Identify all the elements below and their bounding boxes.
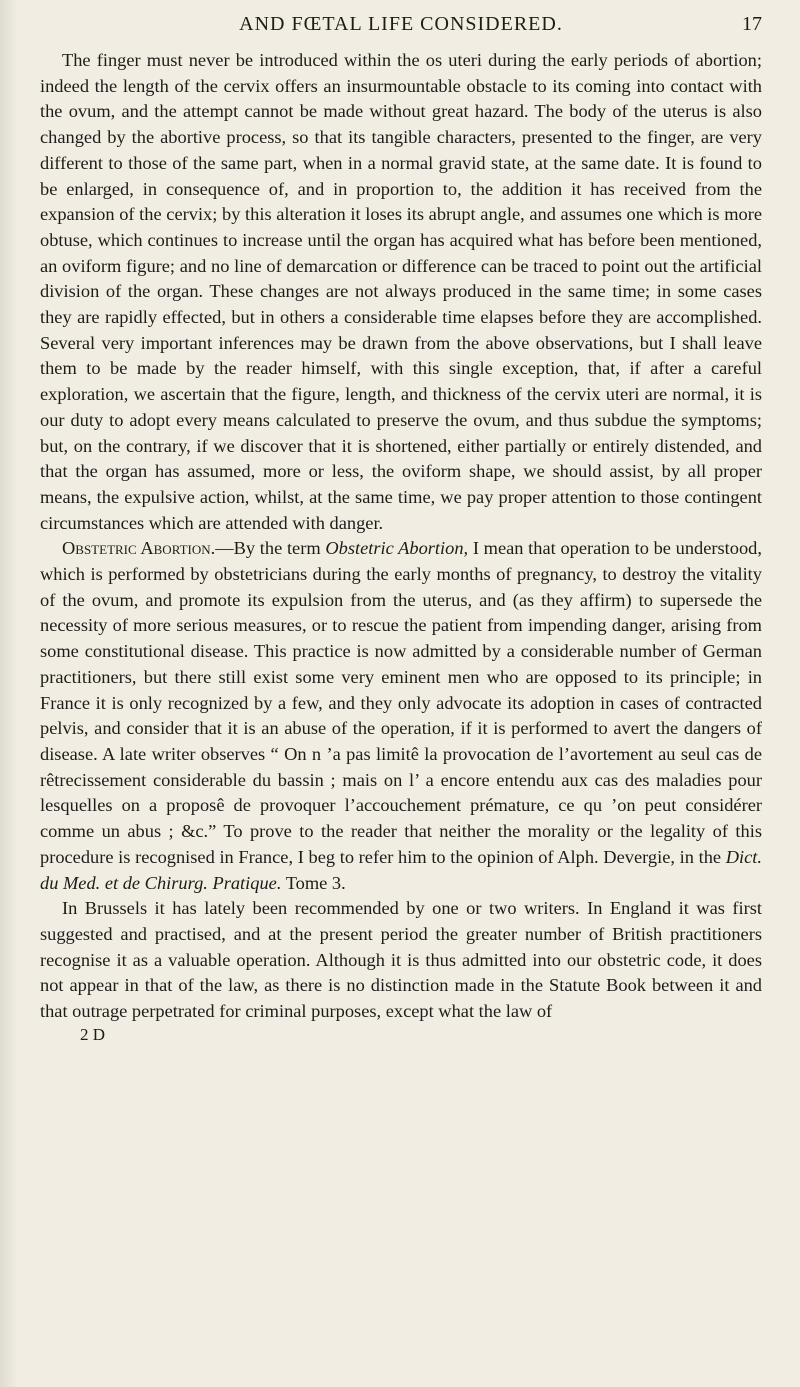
paragraph-3-text: In Brussels it has lately been recommended by one or two writers. In England it was first suggested and practised, and at the present period the greater number of British practitioners recognise it as a valuable operation. Although it is thus admitted into our obstetric code, it does not appear in that of the law, as there is no distinction made in the Statute Book between it and that outrage perpetrated for criminal purposes, except what the law of xyxy=(40,898,762,1022)
paragraph-3 xyxy=(40,896,762,1025)
section-heading-obstetric-abortion: Obstetric Abortion. xyxy=(62,538,216,559)
signature-mark xyxy=(40,1025,762,1045)
paragraph-2-text-a: —By the term xyxy=(215,538,326,559)
signature-mark-text: 2 D xyxy=(80,1024,106,1044)
paragraph-1 xyxy=(40,48,762,536)
paragraph-2-text-b: I mean that operation to be understood, which is performed by obstetricians during the early months of pregnancy, to destroy the vitality of the ovum, and promote its expulsion from the uterus, and (as they affirm) to supersede the necessity of more serious measures, or to rescue the patient from impending danger, arising from some constitutional disease. This practice is now admitted by a considerable number of German practitioners, but there still exist some very eminent men who are opposed to its principle; in France it is only recognized by a few, and they only advocate its adoption in cases of contracted pelvis, and consider that it is an abuse of the operation, if it is performed to avert the dangers of disease. A late writer observes “ On n ’a pas limitê la provocation de l’avortement au seul cas de rêtrecissement considerable du bassin ; mais on l’ a encore entendu aux cas des maladies pour lesquelles on a proposê de provoquer l’accouchement prémature, ce qu ’on peut considérer comme un abus ; &c.” To prove to the reader that neither the morality or the legality of this procedure is recognised in France, I beg to refer him to the opinion of Alph. Devergie, in the xyxy=(40,538,762,867)
citation-dict-med: Dict. du Med. et de Chirurg. Pratique. xyxy=(40,846,762,893)
paragraph-2 xyxy=(40,536,762,896)
page-number: 17 xyxy=(742,13,762,35)
running-head xyxy=(40,8,762,48)
running-title: AND FŒTAL LIFE CONSIDERED. xyxy=(239,13,563,35)
body-text xyxy=(40,48,762,1045)
page-gutter-shadow xyxy=(0,0,18,1387)
paragraph-2-text-c: Tome 3. xyxy=(281,872,346,893)
paragraph-1-text: The finger must never be introduced within the os uteri during the early periods of abortion; indeed the length of the cervix offers an insurmountable obstacle to its coming into contact with the ovum, and the attempt cannot be made without great hazard. The body of the uterus is also changed by the abortive process, so that its tangible characters, presented to the finger, are very different to those of the same part, when in a normal gravid state, at the same date. It is found to be enlarged, in consequence of, and in proportion to, the addition it has received from the expansion of the cervix; by this alteration it loses its abrupt angle, and assumes one which is more obtuse, which continues to increase until the organ has acquired what has before been mentioned, an oviform figure; and no line of demarcation or difference can be traced to point out the artificial division of the organ. These changes are not always produced in the same time; in some cases they are rapidly effected, but in others a considerable time elapses before they are accomplished. Several very important inferences may be drawn from the above observations, but I shall leave them to be made by the reader himself, with this single exception, that, if after a careful exploration, we ascertain that the figure, length, and thickness of the cervix uteri are normal, it is our duty to adopt every means calculated to preserve the ovum, and thus subdue the symptoms; but, on the contrary, if we discover that it is shortened, either partially or entirely distended, and that the organ has assumed, more or less, the oviform shape, we should assist, by all proper means, the expulsive action, whilst, at the same time, we pay proper attention to those contingent circumstances which are attended with danger. xyxy=(40,50,762,533)
term-obstetric-abortion: Obstetric Abortion, xyxy=(325,538,469,559)
